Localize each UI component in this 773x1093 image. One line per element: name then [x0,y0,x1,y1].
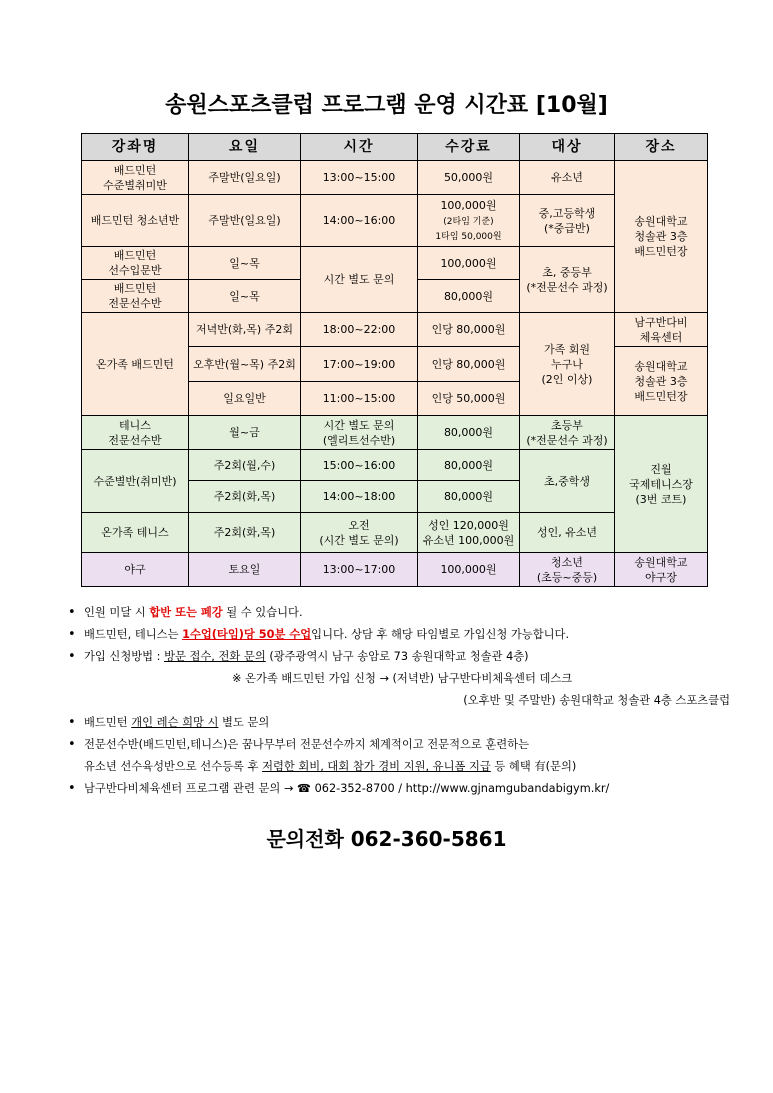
fee-cell: 성인 120,000원 유소년 100,000원 [418,513,520,553]
place-cell: 송원대학교 청솔관 3층 배드민턴장 [615,161,708,313]
note-item: • 인원 미달 시 합반 또는 폐강 될 수 있습니다. [62,602,742,624]
schedule-table [81,133,708,587]
contact-phone: 문의전화 062-360-5861 [266,827,507,851]
day-cell: 주2회(화,목) [189,513,301,553]
header-course: 강좌명 [82,134,189,161]
time-cell: 17:00~19:00 [301,347,418,382]
time-cell: 시간 별도 문의 (엘리트선수반) [301,416,418,450]
note-item: • 배드민턴, 테니스는 1수업(타임)당 50분 수업입니다. 상담 후 해당 타임별로 가입신청 가능합니다. [62,624,742,646]
day-cell: 토요일 [189,553,301,587]
place-cell: 진월 국제테니스장 (3번 코트) [615,416,708,553]
course-cell: 배드민턴 청소년반 [82,195,189,247]
place-cell: 송원대학교 청솔관 3층 배드민턴장 [615,347,708,416]
course-cell: 수준별반(취미반) [82,450,189,513]
day-cell: 월~금 [189,416,301,450]
course-cell: 야구 [82,553,189,587]
table-row [82,450,708,481]
course-cell: 테니스 전문선수반 [82,416,189,450]
fee-cell: 100,000원 [418,247,520,280]
time-cell: 13:00~17:00 [301,553,418,587]
target-cell: 가족 회원 누구나 (2인 이상) [520,313,615,416]
fee-cell: 80,000원 [418,481,520,513]
day-cell: 일~목 [189,280,301,313]
place-cell: 남구반다비 체육센터 [615,313,708,347]
table-row [82,195,708,247]
note-item: • 전문선수반(배드민턴,테니스)은 꿈나무부터 전문선수까지 체계적이고 전문적으로 훈련하는 [62,734,742,756]
note-item: • 남구반다비체육센터 프로그램 관련 문의 → ☎ 062-352-8700 / http://www.gjnamgubandabigym.kr/ [62,778,742,800]
note-item: • 배드민턴 개인 레슨 희망 시 별도 문의 [62,712,742,734]
page-title: 송원스포츠클럽 프로그램 운영 시간표 [10월] [165,93,608,118]
target-cell: 유소년 [520,161,615,195]
time-cell: 18:00~22:00 [301,313,418,347]
header-fee: 수강료 [418,134,520,161]
target-cell: 초등부 (*전문선수 과정) [520,416,615,450]
day-cell: 주2회(월,수) [189,450,301,481]
day-cell: 오후반(월~목) 주2회 [189,347,301,382]
place-cell: 송원대학교 야구장 [615,553,708,587]
table-row [82,553,708,587]
course-cell: 배드민턴 수준별취미반 [82,161,189,195]
day-cell: 일요일반 [189,382,301,416]
target-cell: 중,고등학생 (*중급반) [520,195,615,247]
note-item: • 가입 신청방법 : 방문 접수, 전화 문의 (광주광역시 남구 송암로 73 송원대학교 청솔관 4층) [62,646,742,668]
fee-cell: 인당 80,000원 [418,313,520,347]
course-cell: 배드민턴 선수입문반 [82,247,189,280]
time-cell: 오전 (시간 별도 문의) [301,513,418,553]
fee-cell: 100,000원 (2타임 기준) 1타임 50,000원 [418,195,520,247]
day-cell: 주말반(일요일) [189,195,301,247]
header-row [82,134,708,161]
note-subitem: (오후반 및 주말반) 송원대학교 청솔관 4층 스포츠클럽 [463,694,730,707]
table-row [82,161,708,195]
target-cell: 청소년 (초등~중등) [520,553,615,587]
target-cell: 초, 중등부 (*전문선수 과정) [520,247,615,313]
note-subitem: 유소년 선수육성반으로 선수등록 후 저렴한 회비, 대회 참가 경비 지원, 유니폼 지급 등 혜택 有(문의) [84,760,577,773]
time-cell: 11:00~15:00 [301,382,418,416]
fee-cell: 인당 50,000원 [418,382,520,416]
table-row [82,313,708,347]
table-row [82,247,708,280]
day-cell: 주2회(화,목) [189,481,301,513]
header-target: 대상 [520,134,615,161]
day-cell: 저녁반(화,목) 주2회 [189,313,301,347]
fee-cell: 인당 80,000원 [418,347,520,382]
target-cell: 초,중학생 [520,450,615,513]
fee-cell: 80,000원 [418,450,520,481]
course-cell: 온가족 배드민턴 [82,313,189,416]
time-cell: 14:00~16:00 [301,195,418,247]
course-cell: 온가족 테니스 [82,513,189,553]
notes-list [62,602,742,800]
header-time: 시간 [301,134,418,161]
day-cell: 일~목 [189,247,301,280]
table-row [82,513,708,553]
time-cell: 시간 별도 문의 [301,247,418,313]
header-day: 요일 [189,134,301,161]
course-cell: 배드민턴 전문선수반 [82,280,189,313]
note-subitem: ※ 온가족 배드민턴 가입 신청 → (저녁반) 남구반다비체육센터 데스크 [232,672,573,685]
fee-cell: 80,000원 [418,280,520,313]
fee-cell: 50,000원 [418,161,520,195]
time-cell: 13:00~15:00 [301,161,418,195]
fee-cell: 100,000원 [418,553,520,587]
time-cell: 14:00~18:00 [301,481,418,513]
target-cell: 성인, 유소년 [520,513,615,553]
time-cell: 15:00~16:00 [301,450,418,481]
day-cell: 주말반(일요일) [189,161,301,195]
header-place: 장소 [615,134,708,161]
table-row [82,416,708,450]
fee-cell: 80,000원 [418,416,520,450]
